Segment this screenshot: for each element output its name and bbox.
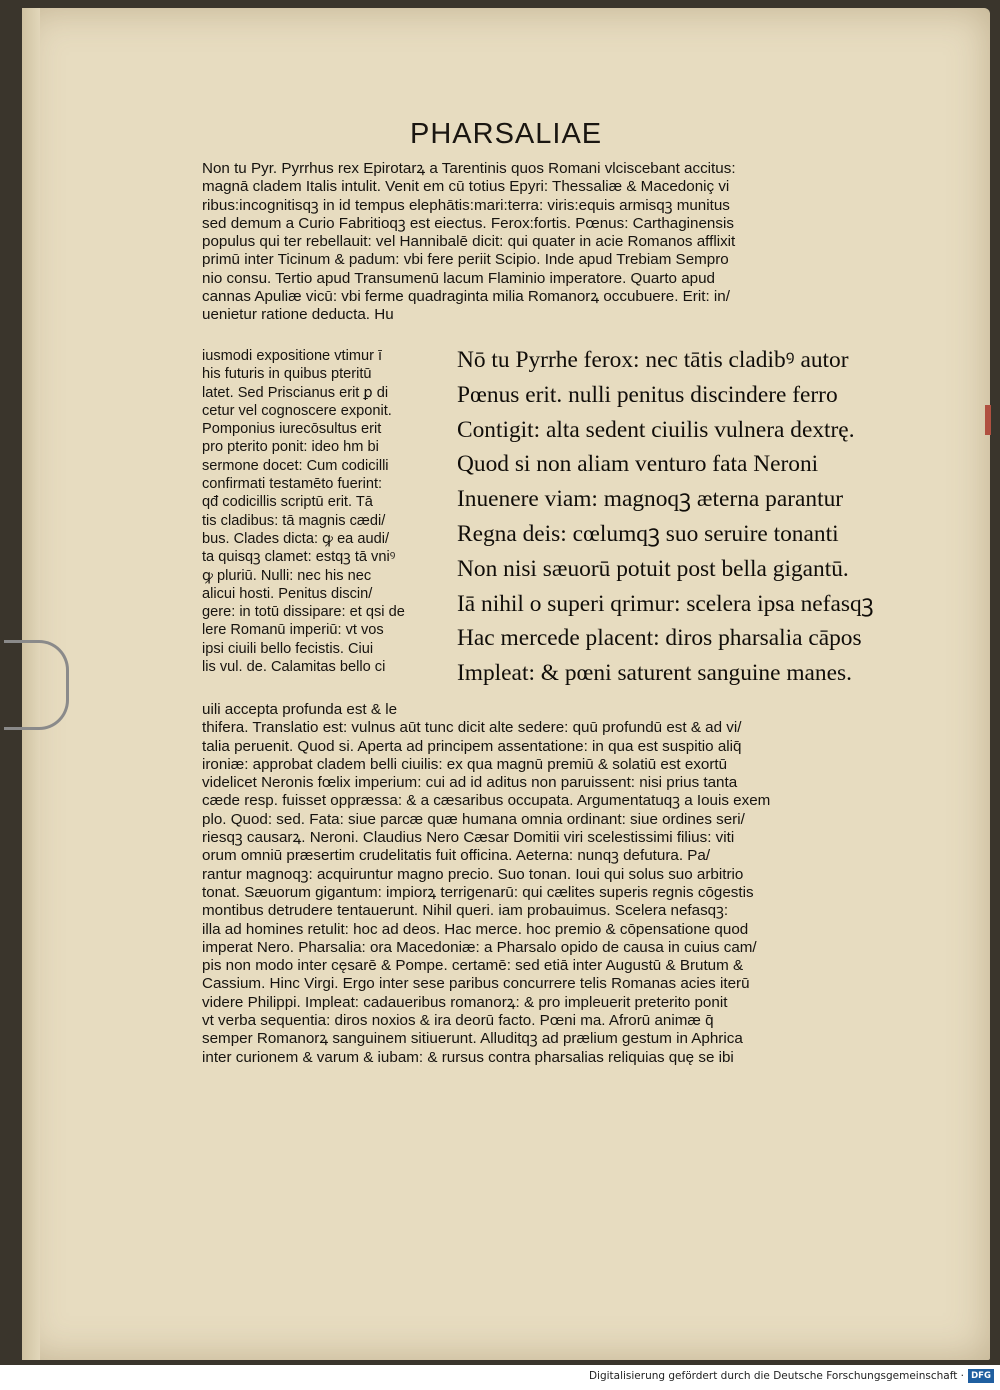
footer-credit: Digitalisierung gefördert durch die Deutsche Forschungsgemeinschaft ·: [588, 1370, 964, 1382]
verse-line: Impleat: & pœni saturent sanguine manes.: [457, 660, 852, 687]
commentary-line: uenietur ratione deducta. Hu: [202, 306, 394, 324]
commentary-line: talia peruenit. Quod si. Aperta ad principem assentatione: in qua est suspitio aliq̄: [202, 737, 742, 755]
verse-line: Contigit: alta sedent ciuilis vulnera dextrę.: [457, 416, 855, 443]
commentary-line: cetur vel cognoscere exponit.: [202, 402, 392, 419]
commentary-line: ironiæ: approbat cladem belli ciuilis: ex qua magnū premiū & solatiū est exortū: [202, 755, 728, 773]
commentary-line: orum omniū præsertim crudelitatis fuit officina. Aeterna: nunqꝫ defutura. Pa/: [202, 847, 711, 865]
verse-line: Quod si non aliam venturo fata Neroni: [457, 451, 819, 478]
commentary-line: illa ad homines retulit: hoc ad deos. Hac merce. hoc premio & cōpensatione quod: [202, 920, 749, 938]
commentary-line: imperat Nero. Pharsalia: ora Macedoniæ: a Pharsalo opido de causa in cuius cam/: [202, 938, 757, 956]
commentary-line: sed demum a Curio Fabritioqꝫ est eiectus. Ferox:fortis. Pœnus: Carthaginensis: [202, 214, 734, 232]
commentary-line: ꝙ pluriū. Nulli: nec his nec: [202, 567, 372, 584]
verse-line: Regna deis: cœlumqꝫ suo seruire tonanti: [457, 520, 839, 547]
commentary-line: rantur magnoqꝫ: acquiruntur magno precio. Suo tonan. Ioui qui solus suo arbitrio: [202, 865, 744, 883]
commentary-line: primū inter Ticinum & padum: vbi fere periit Scipio. Inde apud Trebiam Sempro: [202, 251, 729, 269]
commentary-top: [202, 160, 900, 325]
commentary-line: semper Romanorꝝ sanguinem sitiuerunt. Alluditqꝫ ad prælium gestum in Aphrica: [202, 1030, 743, 1048]
commentary-line: bus. Clades dicta: ꝙ ea audi/: [202, 530, 390, 547]
commentary-line: iusmodi expositione vtimur ī: [202, 348, 383, 364]
commentary-line: tonat. Sæuorum gigantum: impiorꝝ terrigenarū: qui cælites superis regnis cōgestis: [202, 883, 754, 901]
commentary-line: lere Romanū imperiū: vt vos: [202, 622, 384, 639]
verse-line: Non nisi sæuorū potuit post bella gigantū.: [457, 555, 849, 582]
commentary-side: [202, 347, 454, 676]
commentary-line: pis non modo inter cęsarē & Pompe. certamē: sed etiā inter Augustū & Brutum &: [202, 957, 744, 975]
commentary-line: Pomponius iurecōsultus erit: [202, 421, 382, 438]
binding-clip: [4, 640, 69, 730]
verse-line: Pœnus erit. nulli penitus discindere ferro: [457, 381, 838, 408]
verse-line: Inuenere viam: magnoqꝫ æterna parantur: [457, 486, 844, 513]
commentary-line: montibus detrudere tentauerunt. Nihil queri. iam probauimus. Scelera nefasqꝫ:: [202, 902, 729, 920]
commentary-line: uili accepta profunda est & le: [202, 701, 398, 718]
commentary-line: tis cladibus: tā magnis cædi/: [202, 512, 386, 529]
commentary-line: inter curionem & varum & iubam: & rursus contra pharsalias reliquias quę se ibi: [202, 1048, 734, 1066]
commentary-line: qđ codicillis scriptū erit. Tā: [202, 494, 373, 511]
commentary-line: thifera. Translatio est: vulnus aūt tunc dicit alte sedere: quū profundū est & ad vi/: [202, 719, 742, 737]
commentary-line: riesqꝫ causarꝝ. Neroni. Claudius Nero Cæsar Domitii viri scelestissimi filius: viti: [202, 829, 735, 847]
commentary-line: cannas Apuliæ vicū: vbi ferme quadraginta milia Romanorꝝ occubuere. Erit: in/: [202, 288, 730, 306]
running-title: PHARSALIAE: [410, 118, 603, 150]
verse-block: [457, 343, 902, 691]
commentary-line: videlicet Neronis fœlix imperium: cui ad id aditus non paruissent: nisi prius tanta: [202, 774, 738, 792]
commentary-line: magnā cladem Italis intulit. Venit em cū totius Epyri: Thessaliæ & Macedoniç vi: [202, 178, 730, 196]
commentary-line: videre Philippi. Impleat: cadaueribus romanorꝝ: & pro impleuerit preterito ponit: [202, 993, 728, 1011]
commentary-line: ribus:incognitisqꝫ in id tempus elephātis:mari:terra: viris:equis armisqꝫ munitus: [202, 196, 730, 214]
commentary-line: ipsi ciuili bello fecistis. Ciui: [202, 640, 374, 657]
commentary-line: latet. Sed Priscianus erit ꝑ di: [202, 384, 389, 401]
commentary-line: Non tu Pyr. Pyrrhus rex Epirotarꝝ a Tarentinis quos Romani vlciscebant accitus:: [202, 160, 736, 177]
commentary-line: cæde resp. fuisset oppræssa: & a cæsaribus occupata. Argumentatuqꝫ a Iouis exem: [202, 792, 771, 810]
red-page-marker: [985, 405, 991, 435]
verse-line: Iā nihil o superi qrimur: scelera ipsa nefasqꝫ: [457, 590, 874, 617]
commentary-line: ta quisqꝫ clamet: estqꝫ tā vniꝰ: [202, 549, 396, 566]
verse-line: Nō tu Pyrrhe ferox: nec tātis cladibꝰ autor: [457, 347, 849, 373]
commentary-line: Cassium. Hinc Virgi. Ergo inter sese paribus concurrere telis Romanas acies iterū: [202, 975, 750, 993]
commentary-line: confirmati testamēto fuerint:: [202, 476, 383, 493]
verse-line: Hac mercede placent: diros pharsalia cāpos: [457, 625, 862, 652]
commentary-line: sermone docet: Cum codicilli: [202, 457, 389, 474]
commentary-line: alicui hosti. Penitus discin/: [202, 585, 373, 602]
commentary-line: populus qui ter rebellauit: vel Hannibalē dicit: qui quater in acie Romanos afflixit: [202, 233, 736, 251]
commentary-line: plo. Quod: sed. Fata: siue parcæ quæ humana omnia ordinant: siue ordines seri/: [202, 810, 745, 828]
dfg-logo-icon: DFG: [968, 1369, 994, 1383]
commentary-line: lis vul. de. Calamitas bello ci: [202, 659, 386, 676]
commentary-bottom: [202, 701, 900, 1067]
footer-bar: [0, 1365, 1000, 1390]
commentary-line: nio consu. Tertio apud Transumenū lacum Flaminio imperatore. Quarto apud: [202, 269, 715, 287]
commentary-line: his futuris in quibus pteritū: [202, 366, 372, 383]
commentary-line: pro pterito ponit: ideo hm bi: [202, 439, 379, 456]
commentary-line: gere: in totū dissipare: et qsi de: [202, 604, 405, 621]
commentary-line: vt verba sequentia: diros noxios & ira deorū facto. Pœni ma. Afrorū animæ q̄: [202, 1012, 714, 1030]
